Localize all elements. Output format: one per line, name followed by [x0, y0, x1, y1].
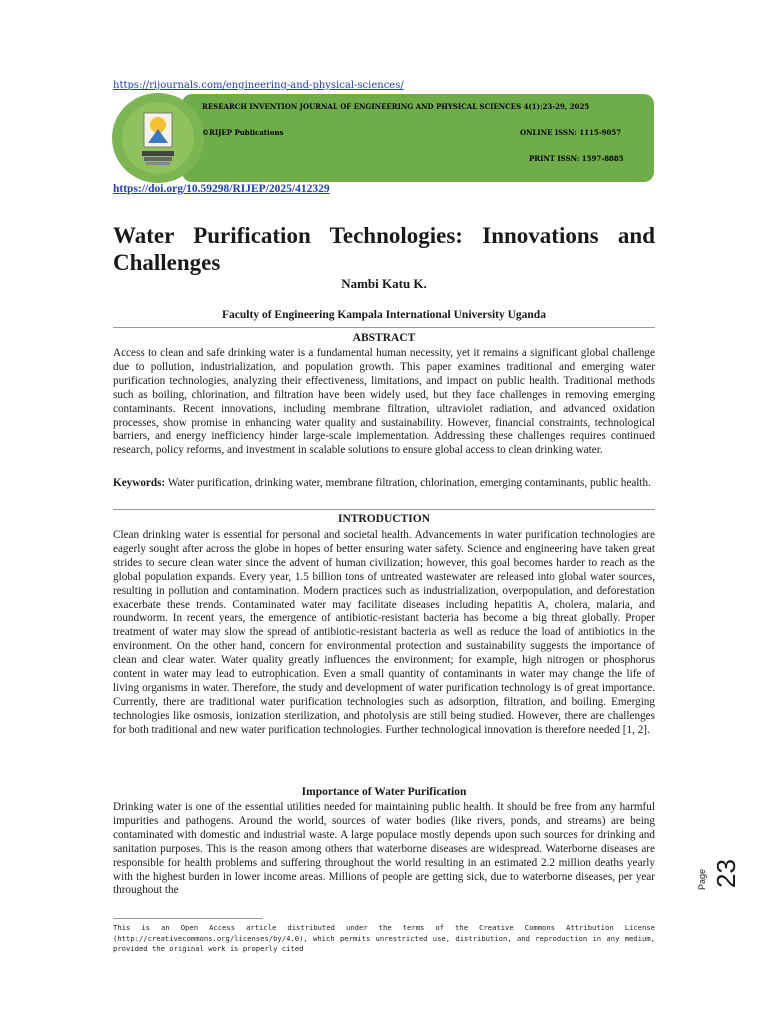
abstract-body: Access to clean and safe drinking water is a fundamental human necessity, yet it remains a significant global challenge due to pollution, industrialization, and population growth. This paper examines traditional and emerging water purification technologies, analyzing their effectiveness, limitations, and impact on public health. Traditional methods such as boiling, chlorination, and filtration have been widely used, but they face challenges in removing emerging contaminants. Recent innovations, including membrane filtration, ultraviolet radiation, and advanced oxidation processes, show promise in enhancing water quality and sustainability. However, financial constraints, technological barriers, and energy inefficiency hinder large-scale implementation. Addressing these challenges requires continued research, policy reforms, and investment in scalable solutions to ensure global access to clean drinking water. — [113, 347, 655, 457]
online-issn: ONLINE ISSN: 1115-9057 — [520, 128, 622, 137]
importance-body: Drinking water is one of the essential utilities needed for maintaining public health. It should be free from any harmful impurities and pathogens. Around the world, sources of water bodies (like rivers, ponds, and streams) are being contaminated with domestic and industrial waste. A large populace mostly depends upon such sources for drinking and sanitation purposes. This is the reason among others that waterborne diseases are widespread. Waterborne diseases are responsible for health problems and suffering throughout the world resulting in an estimated 2.2 million deaths yearly with the highest burden in lower income areas. Millions of people are getting sick, due to waterborne diseases, per year throughout the — [113, 801, 655, 897]
journal-logo — [112, 93, 204, 183]
keywords-label: Keywords: — [113, 477, 166, 489]
abstract-heading: ABSTRACT — [352, 332, 416, 344]
article-title: Water Purification Technologies: Innovations and Challenges — [113, 223, 655, 275]
importance-heading: Importance of Water Purification — [301, 786, 467, 798]
page-label: Page — [697, 868, 707, 890]
introduction-body: Clean drinking water is essential for personal and societal health. Advancements in water purification technologies are eagerly sought after across the globe in hopes of better ensuring water safety. Science and engineering have taken great strides to secure clean water since the advent of human civilization; however, this goal becomes harder to reach as the global population expands. Every year, 1.5 billion tons of untreated wastewater are released into global water sources, resulting in pollution and contamination. Modern practices such as industrialization, overpopulation, and deforestation exacerbate these trends. Contaminated water may facilitate diseases including hepatitis A, cholera, malaria, and roundworm. In recent years, the emergence of antibiotic-resistant bacteria has become a big threat globally. Proper treatment of water may slow the spread of antibiotic-resistant bacteria as well as reduce the load of antibiotics in the environment. On the other hand, concern for environmental protection and sustainability suggests the importance of clean and clear water. Water quality greatly influences the environment; for example, high nitrogen or phosphorus content in water may lead to eutrophication. Even a small quantity of contaminants in water may change the life of living organisms in water. Therefore, the study and development of water purification technology is of great importance. Currently, there are traditional water purification technologies such as adsorption, filtration, and boiling. Emerging technologies like osmosis, ionization sterilization, and photolysis are still being studied. However, there are challenges for both traditional and new water purification technologies. Further technological innovation is therefore needed [1, 2]. — [113, 529, 655, 736]
publisher-name: ©RIJEP Publications — [202, 128, 284, 137]
doi-link[interactable]: https://doi.org/10.59298/RIJEP/2025/412329 — [113, 183, 330, 195]
keywords-text: Water purification, drinking water, membrane filtration, chlorination, emerging contaminants, public health. — [167, 477, 651, 489]
divider — [113, 327, 655, 328]
keywords — [113, 477, 655, 491]
page-number — [697, 859, 741, 920]
journal-url-link[interactable]: https://rijournals.com/engineering-and-physical-sciences/ — [113, 80, 404, 91]
license-footer: This is an Open Access article distributed under the terms of the Creative Commons Attribution License (http://creativecommons.org/licenses/by/4.0), which permits unrestricted use, distribution, and reproduction in any medium, provided the original work is properly cited — [113, 923, 655, 953]
print-issn: PRINT ISSN: 1597-8885 — [529, 154, 624, 163]
footer-divider — [113, 918, 263, 919]
journal-banner — [112, 93, 654, 183]
introduction-heading: INTRODUCTION — [337, 513, 430, 525]
journal-logo-icon — [122, 99, 194, 177]
journal-name: RESEARCH INVENTION JOURNAL OF ENGINEERING AND PHYSICAL SCIENCES 4(1):23-29, 2025 — [202, 102, 590, 111]
divider — [113, 509, 655, 510]
author-affiliation: Faculty of Engineering Kampala International University Uganda — [222, 309, 546, 321]
page-number-value: 23 — [711, 859, 741, 888]
article-author: Nambi Katu K. — [341, 276, 427, 291]
